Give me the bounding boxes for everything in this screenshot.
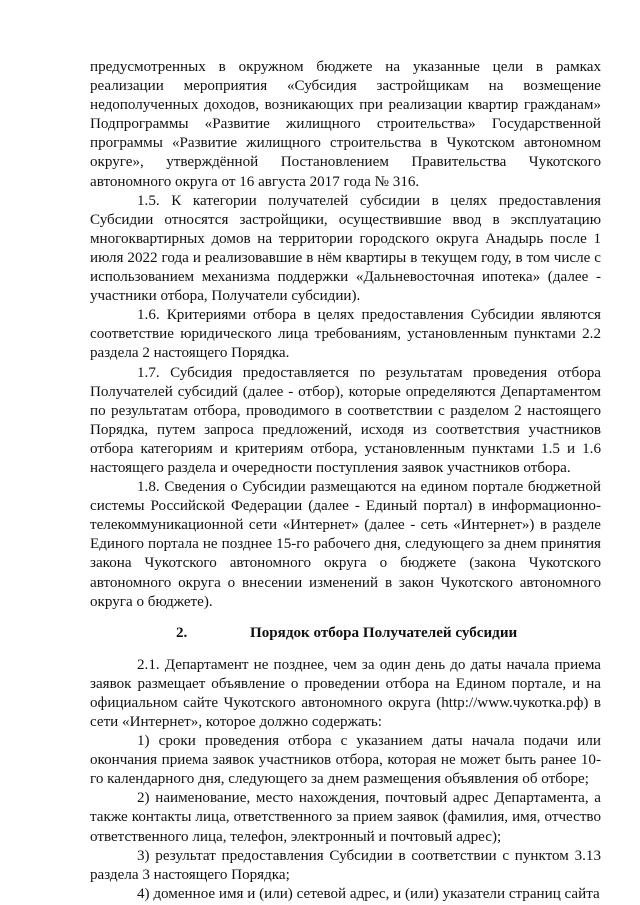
paragraph-1-6: 1.6. Критериями отбора в целях предоставления Субсидии являются соответствие юридического лица требованиям, установленным пунктами 2.2 раздела 2 настоящего Порядка. <box>90 307 601 362</box>
list-item-3: 3) результат предоставления Субсидии в соответствии с пунктом 3.13 раздела 3 настоящего Порядка; <box>90 847 601 883</box>
section-heading <box>90 624 601 643</box>
list-item-2: 2) наименование, место нахождения, почтовый адрес Департамента, а также контакты лица, ответственного за прием заявок (фамилия, имя, отчество ответственного лица, телефон, электронный и почтовый адрес); <box>90 790 601 845</box>
paragraph-1-8: 1.8. Сведения о Субсидии размещаются на едином портале бюджетной системы Российской Федерации (далее - Единый портал) в информационно-телекоммуникационной сети «Интернет» (далее - сеть «Интернет») в разделе Единого портала не позднее 15-го рабочего дня, следующего за днем принятия закона Чукотского автономного округа о бюджете (закона Чукотского автономного округа о внесении изменений в закон Чукотского автономного округа о бюджете). <box>90 479 601 610</box>
section-number: 2. <box>176 624 188 641</box>
paragraph-2-1: 2.1. Департамент не позднее, чем за один день до даты начала приема заявок размещает объявление о проведении отбора на Едином портале, и на официальном сайте Чукотского автономного округа (http://www.чукотка.рф) в сети «Интернет», которое должно содержать: <box>90 656 601 730</box>
paragraph-continuation: предусмотренных в окружном бюджете на указанные цели в рамках реализации мероприятия «Субсидия застройщикам на возмещение недополученных доходов, возникающих при реализации квартир гражданам» Подпрограммы «Развитие жилищного строительства» Государственной программы «Развитие жилищного строительства в Чукотском автономном округе», утверждённой Постановлением Правительства Чукотского автономного округа от 16 августа 2017 года № 316. <box>90 59 601 190</box>
paragraph-1-7: 1.7. Субсидия предоставляется по результатам проведения отбора Получателей субсидий (далее - отбор), которые определяются Департаментом по результатам отбора, проводимого в соответствии с разделом 2 настоящего Порядка, путем запроса предложений, исходя из соответствия участников отбора категориям и критериям отбора, установленным пунктами 1.5 и 1.6 настоящего раздела и очередности поступления заявок участников отбора. <box>90 364 601 476</box>
list-item-1: 1) сроки проведения отбора с указанием даты начала подачи или окончания приема заявок участников отбора, которая не может быть ранее 10-го календарного дня, следующего за днем размещения объявления об отборе; <box>90 733 601 788</box>
paragraph-1-5: 1.5. К категории получателей субсидии в целях предоставления Субсидии относятся застройщики, осуществившие ввод в эксплуатацию многоквартирных домов на территории городского округа Анадырь после 1 июля 2022 года и реализовавшие в нём квартиры в текущем году, в том числе с использованием механизма поддержки «Дальневосточная ипотека» (далее - участники отбора, Получатели субсидии). <box>90 192 601 305</box>
list-item-4: 4) доменное имя и (или) сетевой адрес, и (или) указатели страниц сайта <box>137 885 600 902</box>
section-title: Порядок отбора Получателей субсидии <box>250 624 518 641</box>
document-page <box>90 58 601 904</box>
